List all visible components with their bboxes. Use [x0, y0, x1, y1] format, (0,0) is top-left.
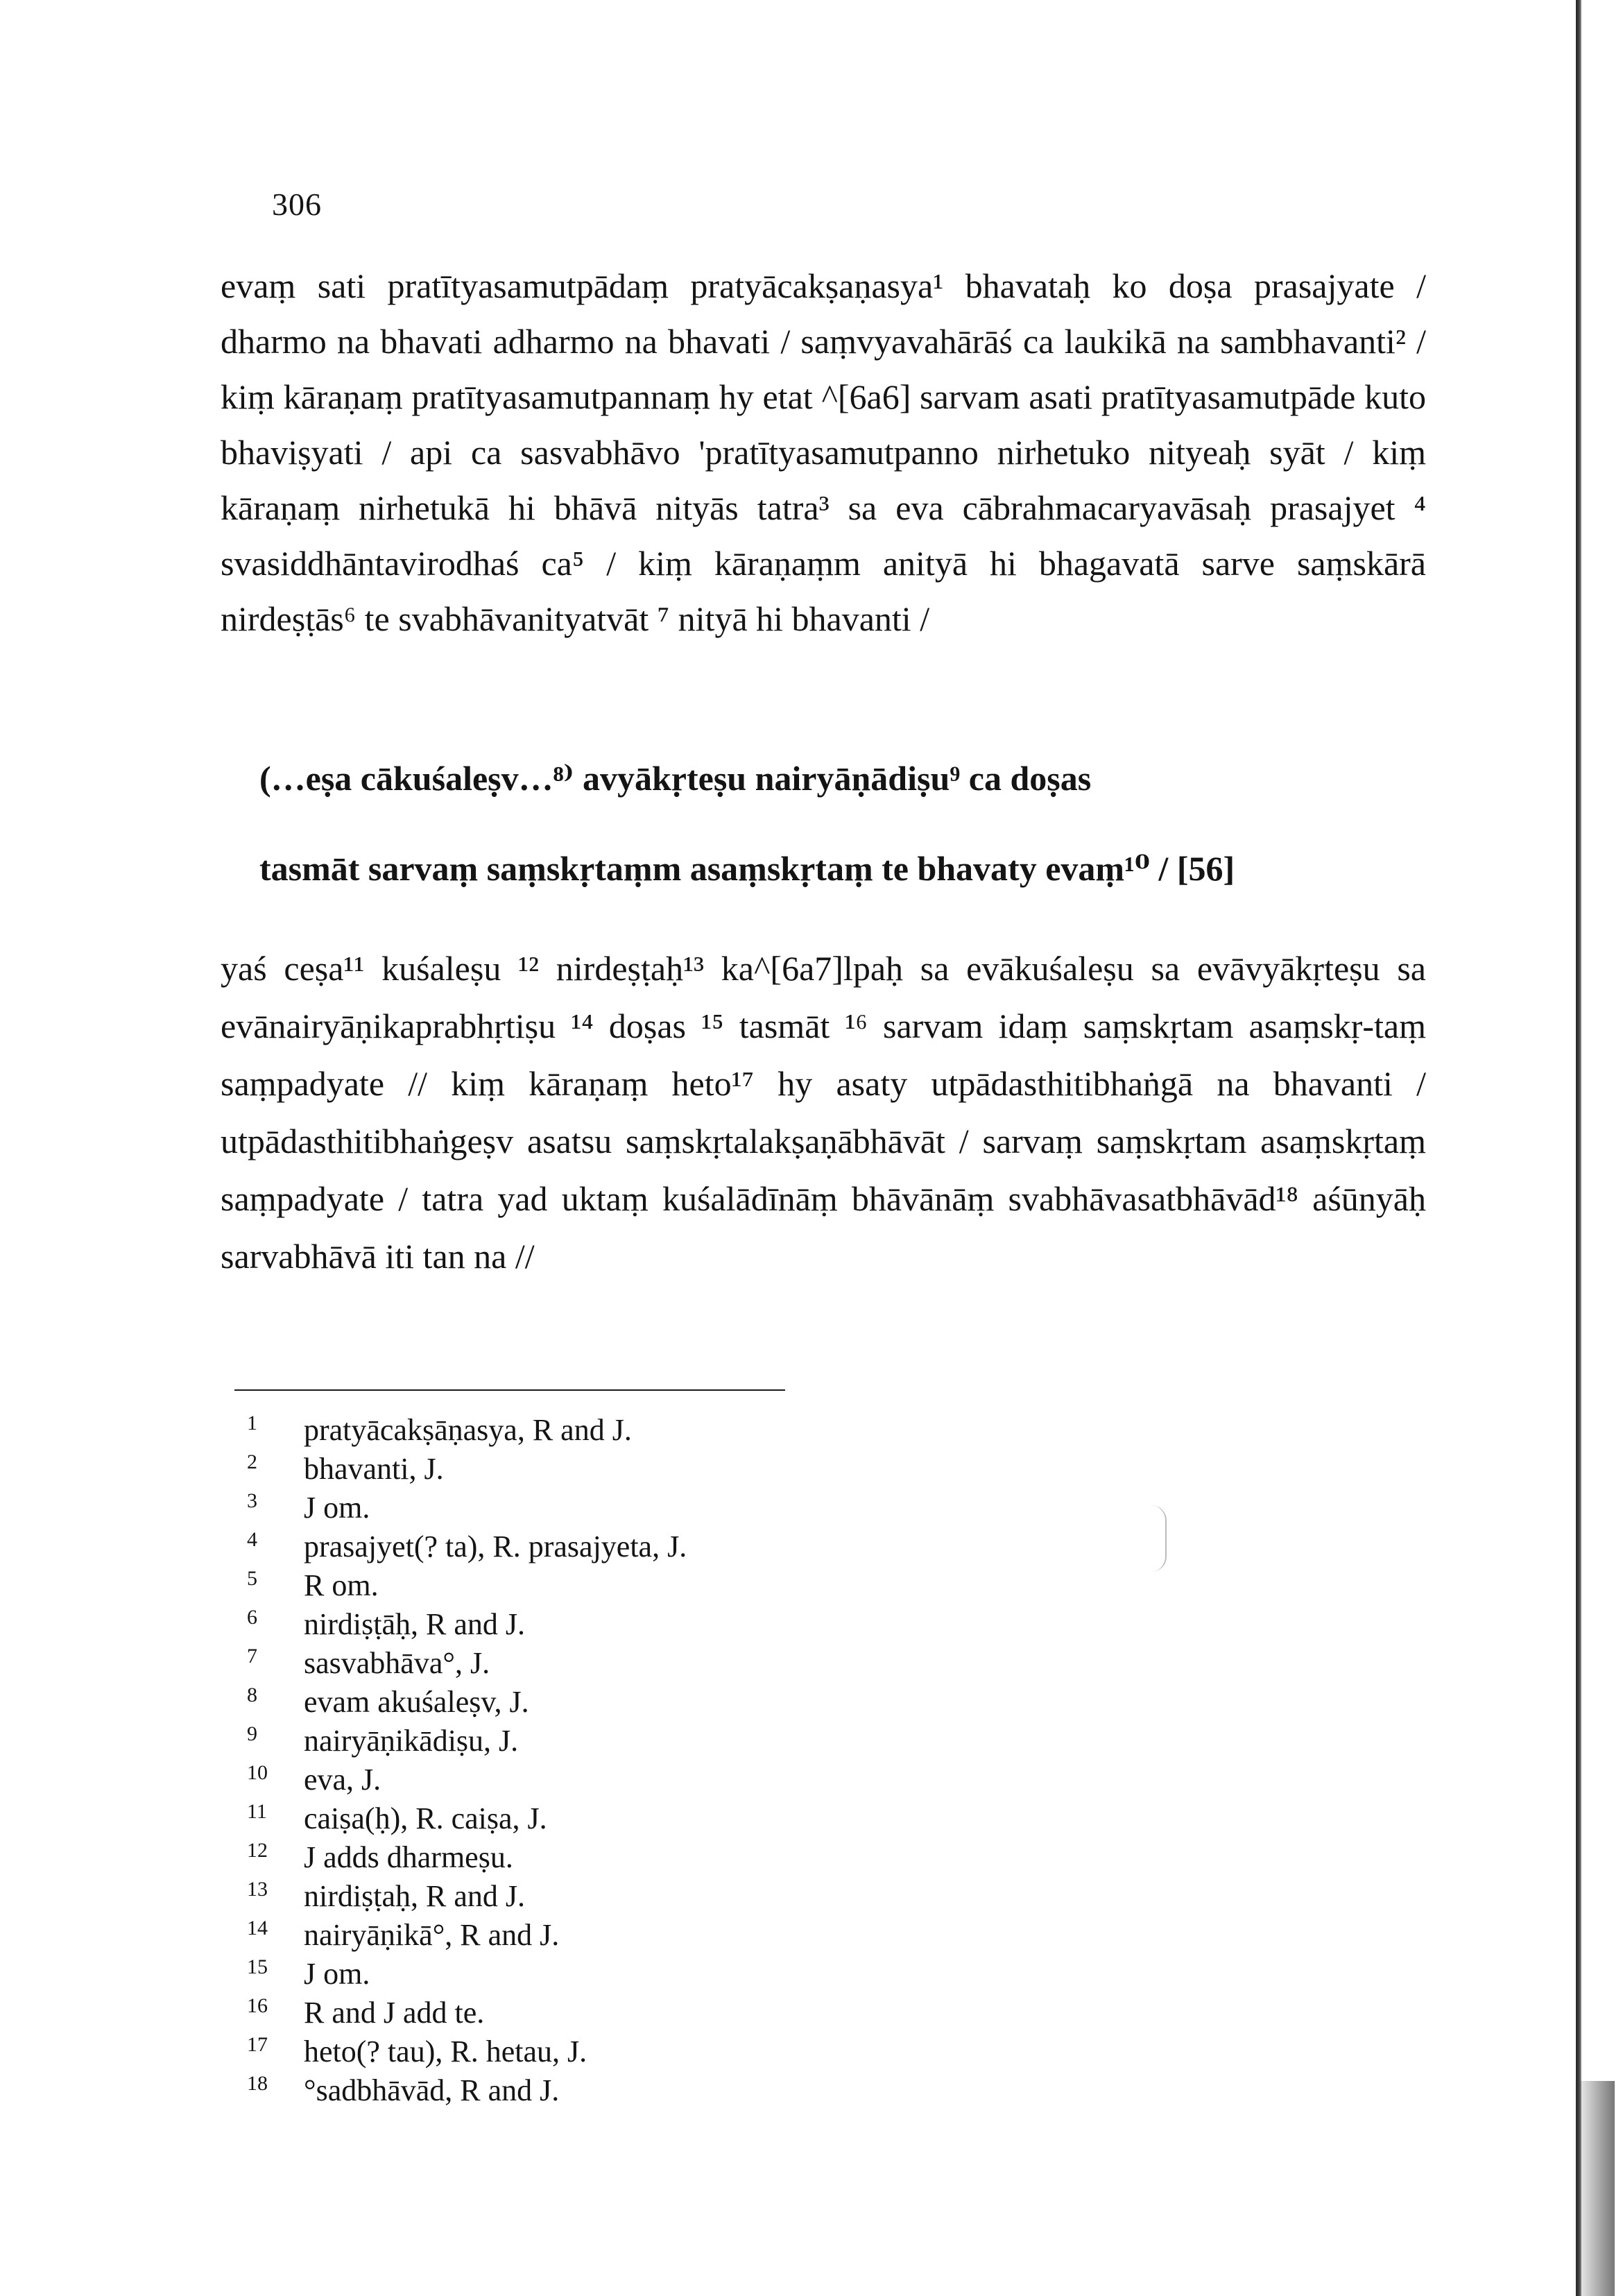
footnote-number: 2: [247, 1450, 257, 1473]
footnote: [247, 1527, 871, 1566]
footnote-text: heto(? tau), R. hetau, J.: [304, 2034, 587, 2068]
footnote-number: 9: [247, 1722, 257, 1745]
footnote-text: pratyācakṣāṇasya, R and J.: [304, 1413, 632, 1447]
footnote-text: nairyāṇikā°, R and J.: [304, 1918, 560, 1952]
footnote: [247, 1838, 871, 1877]
footnote-number: 13: [247, 1878, 268, 1901]
footnote: [247, 1955, 871, 1994]
footnote-number: 1: [247, 1412, 257, 1434]
footnote-text: prasajyet(? ta), R. prasajyeta, J.: [304, 1530, 687, 1563]
scan-artifact-mark: [1151, 1505, 1167, 1572]
footnote-text: R and J add te.: [304, 1996, 485, 2030]
footnote: [247, 1722, 871, 1760]
footnote-number: 8: [247, 1684, 257, 1706]
footnote-text: caiṣa(ḥ), R. caiṣa, J.: [304, 1801, 547, 1835]
footnote-number: 17: [247, 2033, 268, 2056]
footnote-number: 18: [247, 2072, 268, 2095]
footnote-number: 10: [247, 1761, 268, 1784]
footnote-text: nirdiṣṭāḥ, R and J.: [304, 1607, 525, 1641]
footnote: [247, 1877, 871, 1916]
verse-line-1: (…eṣa cākuśaleṣv…⁸⁾ avyākṛteṣu nairyāṇādiṣu⁹ ca doṣas: [259, 759, 1092, 798]
page-edge-shadow: [1576, 0, 1581, 2296]
footnote: [247, 1644, 871, 1683]
verse-line-2: tasmāt sarvaṃ saṃskṛtaṃm asaṃskṛtaṃ te bhavaty evaṃ¹⁰ / [56]: [259, 849, 1235, 888]
paragraph-1-text: evaṃ sati pratītyasamutpādaṃ pratyācakṣaṇasya¹ bhavataḥ ko doṣa prasajyate / dharmo na bhavati adharmo na bhavati / saṃvyavahārāś ca laukikā na sambhavanti² / kiṃ kāraṇaṃ pratītyasamutpannaṃ hy etat ^[6a6] sarvam asati pratītyasamutpāde kuto bhaviṣyati / api ca sasvabhāvo 'pratītyasamutpanno nirhetuko nityeaḥ syāt / kiṃ kāraṇaṃ nirhetukā hi bhāvā nityās tatra³ sa eva cābrahmacaryavāsaḥ prasajyet ⁴ svasiddhāntavirodhaś ca⁵ / kiṃ kāraṇaṃm anityā hi bhagavatā sarve saṃskārā nirdeṣṭās⁶ te svabhāvanityatvāt ⁷ nityā hi bhavanti /: [221, 266, 1426, 638]
footnote: [247, 1799, 871, 1838]
footnote-number: 5: [247, 1567, 257, 1590]
footnote-text: bhavanti, J.: [304, 1452, 444, 1486]
footnote-text: J adds dharmeṣu.: [304, 1840, 513, 1874]
footnote: [247, 2032, 871, 2071]
footnote: [247, 1566, 871, 1605]
body-paragraph-1: [221, 258, 1426, 646]
page-edge-scan-shadow: [1573, 2081, 1615, 2296]
footnote-number: 16: [247, 1994, 268, 2017]
footnote-number: 15: [247, 1955, 268, 1978]
footnote: [247, 1683, 871, 1722]
footnote: [247, 1760, 871, 1799]
footnote: [247, 1411, 871, 1450]
footnote-number: 6: [247, 1606, 257, 1629]
footnote: [247, 2071, 871, 2110]
footnote-text: J om.: [304, 1491, 370, 1525]
footnote-text: nairyāṇikādiṣu, J.: [304, 1724, 519, 1758]
footnote-text: J om.: [304, 1957, 370, 1991]
footnote-text: R om.: [304, 1568, 379, 1602]
footnote-text: eva, J.: [304, 1763, 381, 1797]
footnote-list: [247, 1411, 871, 2110]
footnote-number: 7: [247, 1645, 257, 1668]
footnote: [247, 1916, 871, 1955]
footnote: [247, 1605, 871, 1644]
footnote-number: 3: [247, 1489, 257, 1512]
footnote: [247, 1450, 871, 1489]
footnote-text: evam akuśaleṣv, J.: [304, 1685, 529, 1719]
footnote-number: 4: [247, 1528, 257, 1551]
footnote-text: °sadbhāvād, R and J.: [304, 2073, 560, 2107]
page-number: 306: [272, 187, 322, 222]
footnote-rule: [234, 1389, 785, 1391]
footnote: [247, 1994, 871, 2032]
footnote-number: 12: [247, 1839, 268, 1862]
paragraph-2-text: yaś ceṣa¹¹ kuśaleṣu ¹² nirdeṣṭaḥ¹³ ka^[6a7]lpaḥ sa evākuśaleṣu sa evāvyākṛteṣu sa evānairyāṇikaprabhṛtiṣu ¹⁴ doṣas ¹⁵ tasmāt ¹⁶ sarvam idaṃ saṃskṛtam asaṃskṛ-taṃ saṃpadyate // kiṃ kāraṇaṃ heto¹⁷ hy asaty utpādasthitibhaṅgā na bhavanti / utpādasthitibhaṅgeṣv asatsu saṃskṛtalakṣaṇābhāvāt / sarvaṃ saṃskṛtam asaṃskṛtaṃ saṃpadyate / tatra yad uktaṃ kuśalādīnāṃ bhāvānāṃ svabhāvasatbhāvād¹⁸ aśūnyāḥ sarvabhāvā iti tan na //: [221, 949, 1426, 1276]
body-paragraph-2: [221, 940, 1426, 1285]
footnote-number: 11: [247, 1800, 267, 1823]
footnote-text: nirdiṣṭaḥ, R and J.: [304, 1879, 525, 1913]
footnote-text: sasvabhāva°, J.: [304, 1646, 490, 1680]
footnote-number: 14: [247, 1917, 268, 1939]
footnote: [247, 1489, 871, 1527]
